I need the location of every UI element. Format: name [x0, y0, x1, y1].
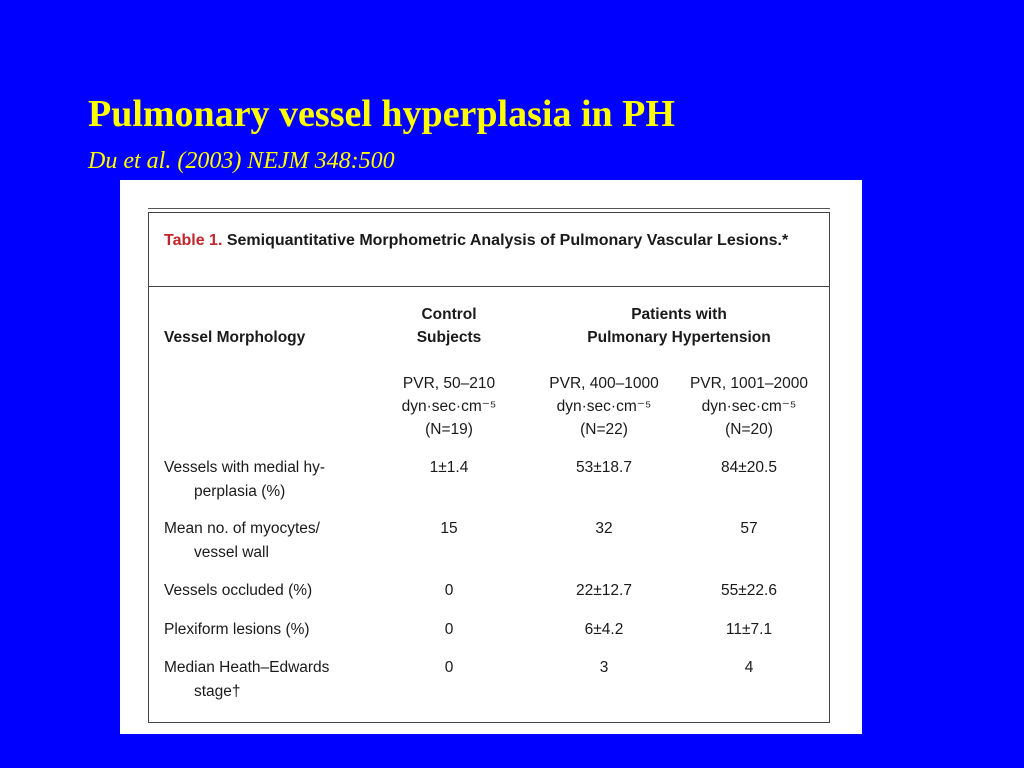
table-cell: 84±20.5: [721, 459, 777, 476]
table-row-label: [164, 579, 384, 603]
column-unit: dyn·sec·cm⁻⁵: [556, 398, 652, 415]
slide-title: Pulmonary vessel hyperplasia in PH: [88, 93, 675, 135]
row-label-line: Vessels occluded (%): [164, 582, 313, 599]
column-header-ph-moderate: [529, 372, 679, 441]
table-cell: 1±1.4: [429, 459, 469, 476]
column-header-control: [374, 372, 524, 441]
caption-rule: [149, 286, 829, 287]
row-label-line: Mean no. of myocytes/: [164, 520, 320, 537]
row-label-line: perplasia (%): [194, 483, 286, 500]
row-label-line: Median Heath–Edwards: [164, 659, 330, 676]
group-header-ph: [549, 303, 809, 349]
column-n: (N=20): [725, 421, 773, 438]
caption-text: Semiquantitative Morphometric Analysis of Pulmonary Vascular Lesions.*: [222, 232, 789, 249]
table-cell: 11±7.1: [725, 621, 773, 638]
table-cell: 0: [444, 621, 454, 638]
table-caption: [164, 228, 804, 253]
column-pvr: PVR, 400–1000: [549, 375, 659, 392]
table-cell: 4: [744, 659, 754, 676]
table-row-label: [164, 456, 384, 504]
table-cell: 32: [595, 520, 613, 537]
row-label-line: Plexiform lesions (%): [164, 621, 310, 638]
column-unit: dyn·sec·cm⁻⁵: [701, 398, 797, 415]
table-cell: 6±4.2: [584, 621, 624, 638]
table-cell: 15: [440, 520, 458, 537]
column-pvr: PVR, 50–210: [402, 375, 496, 392]
table-frame: [148, 212, 830, 723]
table-cell: 3: [599, 659, 609, 676]
column-n: (N=19): [425, 421, 473, 438]
row-label-line: vessel wall: [194, 544, 269, 561]
column-header-ph-severe: [674, 372, 824, 441]
table-cell: 57: [740, 520, 758, 537]
row-header-label: Vessel Morphology: [164, 329, 306, 346]
column-pvr: PVR, 1001–2000: [689, 375, 809, 392]
top-rule: [148, 208, 830, 209]
group-header-line: Pulmonary Hypertension: [587, 329, 771, 346]
row-label-line: Vessels with medial hy-: [164, 459, 326, 476]
table-cell: 0: [444, 659, 454, 676]
table-cell: 53±18.7: [576, 459, 632, 476]
table-row-label: [164, 656, 384, 704]
morphometric-table: [120, 180, 862, 734]
table-cell: 0: [444, 582, 454, 599]
table-cell: 55±22.6: [721, 582, 777, 599]
column-n: (N=22): [580, 421, 628, 438]
table-cell: 22±12.7: [576, 582, 632, 599]
row-label-line: stage†: [194, 683, 241, 700]
group-header-line: Patients with: [631, 306, 727, 323]
group-header-line: Control: [421, 306, 477, 323]
table-row-label: [164, 618, 384, 642]
slide-citation: Du et al. (2003) NEJM 348:500: [88, 148, 395, 174]
group-header-control: [374, 303, 524, 349]
group-header-line: Subjects: [416, 329, 482, 346]
caption-label: Table 1.: [164, 232, 223, 249]
table-row-label: [164, 517, 384, 565]
column-unit: dyn·sec·cm⁻⁵: [401, 398, 497, 415]
